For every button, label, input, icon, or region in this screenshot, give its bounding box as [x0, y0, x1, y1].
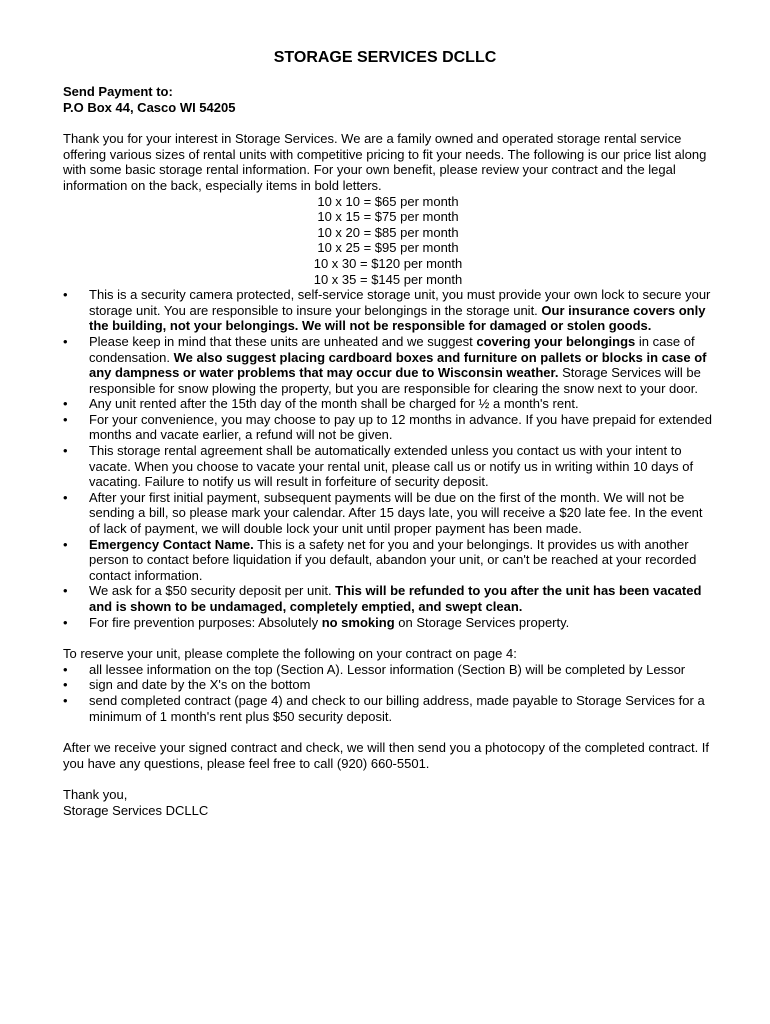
- reserve-step: [63, 677, 713, 693]
- reserve-intro: To reserve your unit, please complete the following on your contract on page 4:: [63, 646, 517, 662]
- rule-text: For your convenience, you may choose to pay up to 12 months in advance. If you have prepaid for extended months and vacate earlier, a refund will not be given.: [89, 411, 712, 443]
- rule-item: [63, 334, 713, 396]
- bullet-icon: •: [63, 396, 68, 412]
- rule-bold-text: covering your belongings: [476, 333, 636, 349]
- price-item: 10 x 25 = $95 per month: [317, 240, 459, 256]
- rule-item: [63, 615, 713, 631]
- rules-list: [63, 287, 713, 630]
- rule-text: Storage Services will be responsible for snow plowing the property, but you are responsible for clearing the snow next to your door.: [89, 365, 701, 396]
- payment-address-line: P.O Box 44, Casco WI 54205: [63, 99, 236, 115]
- bullet-icon: •: [63, 614, 68, 630]
- rule-item: [63, 412, 713, 443]
- rule-item: [63, 583, 713, 614]
- bullet-icon: •: [63, 443, 68, 459]
- payment-address-label: Send Payment to:: [63, 84, 173, 99]
- reserve-step-text: sign and date by the X's on the bottom: [89, 677, 311, 693]
- rule-text: This is a safety net for you and your belongings. It provides us with another person to contact before liquidation if you default, abandon your unit, or can't be reached at your recorded contact information.: [89, 536, 697, 583]
- document-body: [63, 84, 713, 819]
- rule-bold-text: This will be refunded to you after the unit has been vacated and is shown to be undamaged, completely emptied, and swept clean.: [89, 583, 702, 614]
- rule-bold-text: Our insurance covers only the building, not your belongings. We will not be responsible for damaged or stolen goods.: [89, 302, 706, 334]
- price-list: [63, 194, 713, 288]
- price-item: 10 x 35 = $145 per month: [313, 271, 463, 287]
- closing-company: Storage Services DCLLC: [63, 802, 209, 818]
- bullet-icon: •: [63, 411, 68, 427]
- rule-item: [63, 287, 713, 334]
- bullet-icon: •: [63, 536, 68, 552]
- reserve-step-text: all lessee information on the top (Section A). Lessor information (Section B) will be completed by Lessor: [89, 661, 686, 677]
- bullet-icon: •: [63, 287, 68, 303]
- rule-text: This storage rental agreement shall be automatically extended unless you contact us with your intent to vacate. When you choose to vacate your rental unit, please call us or notify us in writing within 10 days of vacating. Failure to notify us will result in forfeiture of security deposit.: [89, 443, 694, 490]
- intro-paragraph: Thank you for your interest in Storage Services. We are a family owned and operated storage rental service offering various sizes of rental units with competitive pricing to fit your needs. The following is our price list along with some basic storage rental information. For your own benefit, please review your contract and the legal information on the back, especially items in bold letters.: [63, 131, 707, 193]
- closing-line: Thank you,: [63, 787, 128, 803]
- rule-text: Any unit rented after the 15th day of the month shall be charged for ½ a month's rent.: [89, 396, 579, 412]
- reserve-step: [63, 662, 713, 678]
- rule-text: For fire prevention purposes: Absolutely: [89, 614, 322, 630]
- rule-item: [63, 490, 713, 537]
- rule-item: [63, 443, 713, 490]
- rule-bold-text: Emergency Contact Name.: [89, 536, 254, 552]
- price-item: 10 x 30 = $120 per month: [313, 255, 463, 271]
- reserve-step: [63, 693, 713, 724]
- rule-text: We ask for a $50 security deposit per unit.: [89, 583, 336, 599]
- rule-bold-text: We also suggest placing cardboard boxes and furniture on pallets or blocks in case of any dampness or water problems that may occur due to Wisconsin weather.: [89, 349, 707, 381]
- rule-bold-text: no smoking: [321, 614, 395, 630]
- rule-text: Please keep in mind that these units are unheated and we suggest: [89, 333, 477, 349]
- bullet-icon: •: [63, 489, 68, 505]
- bullet-icon: •: [63, 677, 68, 693]
- bullet-icon: •: [63, 692, 68, 708]
- rule-text: This is a security camera protected, self-service storage unit, you must provide your own lock to secure your storage unit. You are responsible to insure your belongings in the storage unit.: [89, 287, 711, 318]
- bullet-icon: •: [63, 661, 68, 677]
- rule-text: in case of condensation.: [89, 333, 695, 365]
- bullet-icon: •: [63, 583, 68, 599]
- rule-text: on Storage Services property.: [394, 614, 570, 630]
- price-item: 10 x 10 = $65 per month: [317, 193, 459, 209]
- price-item: 10 x 15 = $75 per month: [317, 209, 459, 225]
- closing-signature: [63, 787, 713, 818]
- after-paragraph: After we receive your signed contract and check, we will then send you a photocopy of the completed contract. If you have any questions, please feel free to call (920) 660-5501.: [63, 740, 710, 771]
- price-item: 10 x 20 = $85 per month: [317, 224, 459, 240]
- rule-item: [63, 537, 713, 584]
- reserve-steps-list: [63, 662, 713, 724]
- document-title: STORAGE SERVICES DCLLC: [273, 49, 497, 66]
- payment-address: [63, 84, 713, 115]
- rule-item: [63, 396, 713, 412]
- bullet-icon: •: [63, 333, 68, 349]
- rule-text: After your first initial payment, subsequent payments will be due on the first of the month. We will not be sending a bill, so please mark your calendar. After 15 days late, you will receive a $20 late fee. In the event of lack of payment, we will double lock your unit until proper payment has been made.: [89, 489, 703, 537]
- reserve-step-text: send completed contract (page 4) and check to our billing address, made payable to Storage Services for a minimum of 1 month's rent plus $50 security deposit.: [89, 692, 705, 724]
